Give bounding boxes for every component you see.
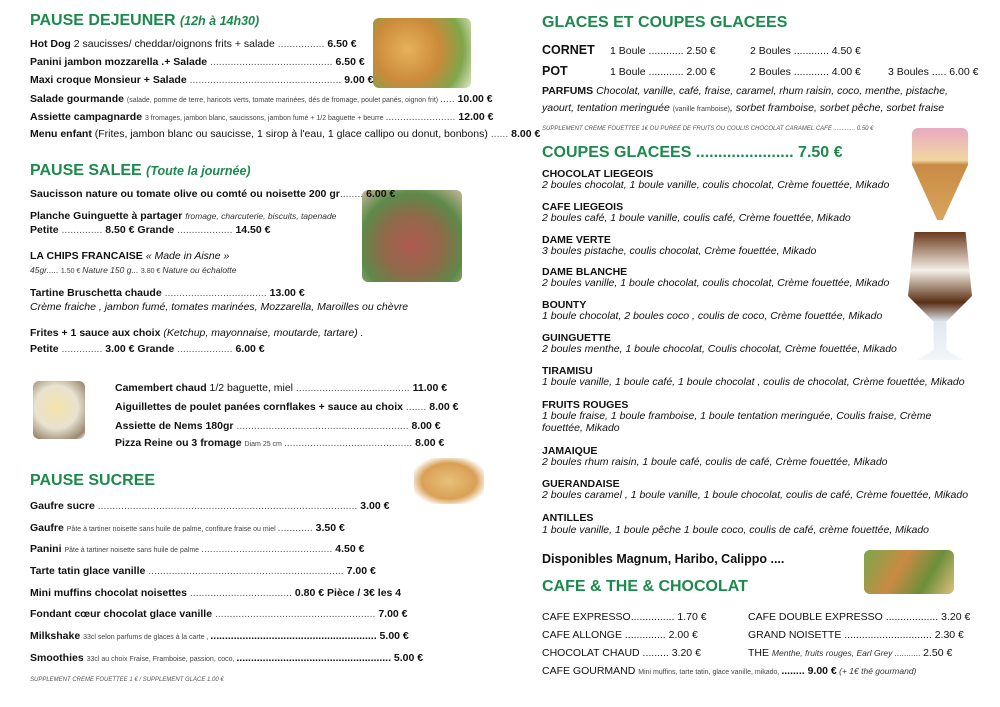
menu-text-price: ..................................................... 5.00 € (236, 652, 424, 664)
menu-line-parfums2 (542, 101, 944, 117)
menu-text-idesc: fromage, charcuterie, biscuits, tapenade (185, 211, 337, 221)
menu-text-bigname: POT (542, 64, 568, 78)
croque-photo (373, 18, 471, 88)
menu-text-dots: ............................................. (201, 543, 336, 555)
menu-text-name: ANTILLES (542, 512, 594, 524)
menu-line-cafe4 (542, 664, 916, 680)
menu-text-dots: ............................................ (283, 437, 416, 449)
menu-text-name: LA CHIPS FRANCAISE (30, 250, 146, 262)
menu-text-name: Milkshake (30, 630, 84, 642)
menu-text-reg: CAFE DOUBLE EXPRESSO .................. 3.20 € (748, 611, 971, 623)
menu-text-price: 6.50 € (327, 38, 357, 50)
menu-text-bigname: Disponibles Magnum, Haribo, Calippo .... (542, 552, 785, 566)
menu-text-name: Fondant cœur chocolat glace vanille (30, 608, 215, 620)
menu-text-name: DAME BLANCHE (542, 266, 628, 278)
menu-text-ital: 2 boules menthe, 1 boule chocolat, Coulis chocolat, Crème fouettée, Mikado (542, 343, 897, 355)
menu-text-reg: CHOCOLAT CHAUD ......... 3.20 € (542, 647, 701, 659)
menu-text-dots: ...... (490, 128, 512, 140)
menu-text-price: 14.50 € (235, 224, 271, 236)
menu-line-c10d (542, 488, 968, 502)
menu-line-panini (30, 55, 365, 69)
menu-line-frites (30, 326, 364, 340)
menu-line-c8d2 (542, 421, 620, 435)
menu-text-ital: Crème fraiche , jambon fumé, tomates marinées, Mozzarella, Maroilles ou chèvre (30, 301, 409, 313)
menu-text-ital: Chocolat, vanille, café, fraise, caramel, rhum raisin, coco, menthe, pistache, (596, 85, 948, 97)
menu-line-cafe3 (542, 646, 952, 660)
menu-text-name: Aiguillettes de poulet panées cornflakes + sauce au choix (115, 401, 406, 413)
menu-text-reg: 2 Boules ............ 4.50 € (750, 45, 861, 57)
menu-line-c4d (542, 276, 889, 290)
menu-text-ital: fouettée, Mikado (542, 422, 620, 434)
menu-text-name: Gaufre (30, 522, 67, 534)
menu-text-ital: « Made in Aisne » (145, 250, 230, 262)
menu-line-frites-prix (30, 342, 265, 356)
menu-text-title: GLACES ET COUPES GLACEES (542, 14, 788, 31)
menu-line-pot (542, 64, 978, 79)
menu-text-title: PAUSE DEJEUNER (30, 12, 180, 29)
menu-text-desc: 1.50 € (60, 268, 83, 275)
menu-text-name: Grande (134, 343, 178, 355)
menu-text-dots: .......................................... (210, 56, 336, 68)
camembert-photo (33, 381, 85, 439)
section-heading-sucree-title (30, 474, 155, 488)
menu-line-tartine (30, 286, 305, 300)
menu-text-desc: Pâte à tartiner noisette sans huile de palme (64, 547, 202, 554)
menu-line-cornet (542, 43, 888, 58)
menu-line-dispo (542, 552, 784, 567)
menu-text-reg: GRAND NOISETTE .............................. 2.30 € (748, 629, 964, 641)
menu-text-idesc: Nature 150 g... (82, 265, 141, 275)
menu-text-reg: 3 Boules ..... 6.00 € (888, 66, 979, 78)
waffle-photo (414, 458, 484, 504)
section-heading-coupes-title (542, 146, 843, 160)
menu-text-reg: 1 Boule ............ 2.00 € (610, 66, 716, 78)
menu-text-dots: ..... (440, 93, 458, 105)
menu-text-desc: 33cl au choix Fraise, Framboise, passion, coco, (86, 656, 237, 663)
menu-text-name: Menu enfant (30, 128, 95, 140)
menu-text-name: CHOCOLAT LIEGEOIS (542, 168, 654, 180)
menu-line-planche (30, 209, 336, 223)
menu-text-desc: 3.80 € (140, 268, 163, 275)
menu-text-name: Camembert chaud (115, 382, 210, 394)
menu-text-name: Frites + 1 sauce aux choix (30, 327, 164, 339)
menu-text-dots: ................... (177, 343, 236, 355)
menu-text-ital: , sorbet framboise, sorbet pêche, sorbet fraise (729, 102, 945, 114)
menu-line-supp-glaces (542, 120, 874, 136)
menu-text-name: Maxi croque Monsieur + Salade (30, 74, 190, 86)
menu-line-c1d (542, 178, 889, 192)
menu-line-camembert (115, 381, 447, 395)
menu-line-planche-prix (30, 223, 271, 237)
menu-line-gaufre (30, 521, 345, 537)
menu-text-price: 3.00 € (360, 500, 390, 512)
menu-text-tiny: SUPPLEMENT CREME FOUETTEE 1 € / SUPPLEMENT GLACE 1.00 € (30, 677, 224, 683)
menu-text-dots: ........ (339, 188, 367, 200)
menu-text-dots: ....................................... (295, 382, 413, 394)
menu-text-price: 3.00 € (105, 343, 135, 355)
menu-text-name: Pizza Reine ou 3 fromage (115, 437, 245, 449)
menu-text-price: ......................................................... 5.00 € (210, 630, 409, 642)
menu-text-name: Hot Dog (30, 38, 74, 50)
menu-text-name: Tartine Bruschetta chaude (30, 287, 165, 299)
menu-text-desc: Pâte à tartiner noisette sans huile de palme, confiture fraise ou miel (66, 526, 278, 533)
menu-text-sub: (Toute la journée) (146, 164, 251, 178)
menu-text-name: Petite (30, 343, 62, 355)
menu-text-reg: 2 Boules ............ 4.00 € (750, 66, 861, 78)
menu-text-name: Assiette campagnarde (30, 111, 145, 123)
menu-line-enfant (30, 127, 540, 141)
menu-line-croque (30, 73, 373, 87)
menu-text-name: Salade gourmande (30, 93, 127, 105)
menu-text-dots: ............ (277, 522, 316, 534)
menu-line-pizza (115, 436, 444, 452)
menu-text-name: Petite (30, 224, 62, 236)
section-heading-dej-title (30, 14, 259, 28)
menu-text-name: DAME VERTE (542, 234, 611, 246)
menu-text-dots: ....... (405, 401, 430, 413)
menu-text-name: Mini muffins chocolat noisettes (30, 587, 190, 599)
menu-text-price: 9.00 € (344, 74, 374, 86)
menu-text-tiny: SUPPLEMENT CREME FOUETTEE 1€ OU PUREE DE FRUITS OU COULIS CHOCOLAT CARAMEL CAFE ............. 0.50 € (542, 126, 874, 132)
menu-text-dots: ................................................................... (148, 565, 347, 577)
menu-text-dots: ......................................................................................... (97, 500, 361, 512)
menu-text-name: Tarte tatin glace vanille (30, 565, 149, 577)
menu-text-price: 7.00 € (346, 565, 376, 577)
menu-text-ital: 3 boules pistache, coulis chocolat, Crème fouettée, Mikado (542, 245, 817, 257)
menu-text-title: PAUSE SUCREE (30, 472, 156, 489)
menu-line-c9d (542, 455, 888, 469)
menu-text-reg: CAFE ALLONGE .............. 2.00 € (542, 629, 698, 641)
menu-text-dots: .............. (61, 224, 106, 236)
menu-line-chips (30, 249, 229, 263)
menu-text-price: 8.00 € (429, 401, 459, 413)
menu-line-milkshake (30, 629, 409, 645)
menu-text-reg: 2 saucisses/ cheddar/oignons frits + salade (73, 38, 278, 50)
section-heading-salee-title (30, 164, 251, 178)
menu-text-desc: (vanille framboise) (672, 106, 730, 113)
menu-text-dots: ................................... (189, 587, 295, 599)
menu-text-price: 3.50 € (315, 522, 345, 534)
menu-text-name: Planche Guinguette à partager (30, 210, 186, 222)
menu-text-idesc: (+ 1€ thé gourmand) (836, 666, 917, 676)
menu-line-c5d (542, 309, 882, 323)
menu-text-ital: 1 boule chocolat, 2 boules coco , coulis de coco, Crème fouettée, Mikado (542, 310, 883, 322)
menu-text-reg: 1/2 baguette, miel (209, 382, 296, 394)
menu-line-hotdog (30, 37, 357, 51)
menu-text-price: 8.00 € (411, 420, 441, 432)
menu-text-dots: ........................................................... (236, 420, 412, 432)
menu-text-name: BOUNTY (542, 299, 587, 311)
menu-text-idesc: Nature ou échalotte (162, 265, 237, 275)
ice-cream-cone-photo (912, 128, 968, 220)
menu-text-reg: 2.50 € (923, 647, 953, 659)
menu-line-fondant (30, 607, 408, 621)
menu-line-cafe2 (542, 628, 964, 642)
charcuterie-photo (362, 190, 462, 282)
menu-text-ital: 2 boules rhum raisin, 1 boule café, coulis de café, Crème fouettée, Mikado (542, 456, 888, 468)
menu-text-price: 8.00 € (415, 437, 445, 449)
menu-text-dots: ................ (277, 38, 328, 50)
menu-text-name: FRUITS ROUGES (542, 399, 629, 411)
menu-text-price: 0.80 € Pièce / 3€ les 4 (294, 587, 402, 599)
menu-text-dots: ................... (177, 224, 236, 236)
menu-text-ital: 1 boule vanille, 1 boule pêche 1 boule coco, coulis de café, crème fouettée, Mikado (542, 524, 929, 536)
menu-text-dots: .............. (61, 343, 106, 355)
menu-text-desc: (salade, pomme de terre, haricots verts, tomate marinées, dés de fromage, poulet panés, oignon frit) (126, 97, 441, 104)
menu-text-name: CAFE LIEGEOIS (542, 201, 624, 213)
menu-text-price: 7.00 € (378, 608, 408, 620)
menu-text-desc: 3 fromages, jambon blanc, saucissons, jambon fumé + 1/2 baguette + beurre (144, 115, 386, 122)
section-heading-cafe-title (542, 580, 748, 594)
menu-text-sub: (12h à 14h30) (179, 14, 260, 28)
menu-text-bigname: CORNET (542, 43, 595, 57)
menu-line-supp-sucree (30, 671, 224, 687)
menu-text-price: 13.00 € (269, 287, 305, 299)
menu-line-muffins (30, 586, 401, 600)
menu-line-cafe1 (542, 610, 970, 624)
menu-text-reg: 1 Boule ............ 2.50 € (610, 45, 716, 57)
menu-text-name: Smoothies (30, 652, 87, 664)
menu-text-name: JAMAIQUE (542, 445, 598, 457)
menu-text-ital: 2 boules chocolat, 1 boule vanille, coulis chocolat, Crème fouettée, Mikado (542, 179, 890, 191)
menu-text-name: GUINGUETTE (542, 332, 611, 344)
menu-text-price: 8.00 € (511, 128, 541, 140)
menu-text-dots: .................................................... (189, 74, 345, 86)
menu-text-price: 6.50 € (335, 56, 365, 68)
menu-line-c3d (542, 244, 816, 258)
menu-line-gaufre-sucre (30, 499, 389, 513)
menu-text-price: 4.50 € (335, 543, 365, 555)
menu-line-c2d (542, 211, 851, 225)
menu-line-tarte (30, 564, 376, 578)
menu-text-name: TIRAMISU (542, 365, 593, 377)
menu-text-price: ........ 9.00 € (781, 665, 837, 677)
menu-text-desc: 33cl selon parfums de glaces à la carte , (83, 634, 211, 641)
menu-text-name: Panini jambon mozzarella .+ Salade (30, 56, 211, 68)
ice-cream-panel-photo (864, 550, 954, 594)
menu-line-panini-sucre (30, 542, 364, 558)
menu-text-ital: 2 boules café, 1 boule vanille, coulis café, Crème fouettée, Mikado (542, 212, 851, 224)
menu-text-dots: ........................ (385, 111, 459, 123)
menu-text-name: Saucisson nature ou tomate olive ou comté ou noisette 200 gr (30, 188, 340, 200)
menu-line-parfums (542, 84, 948, 98)
menu-text-idesc: Menthe, fruits rouges, Earl Grey ........... (771, 648, 924, 658)
menu-text-reg: (Frites, jambon blanc ou saucisse, 1 sirop à l'eau, 1 glace callipo ou donut, bonbons) (94, 128, 491, 140)
menu-text-reg: CAFE EXPRESSO............... 1.70 € (542, 611, 707, 623)
menu-line-aiguillettes (115, 400, 458, 414)
menu-text-ital: 1 boule vanille, 1 boule café, 1 boule chocolat , coulis de chocolat, Crème fouettée, Mikado (542, 376, 965, 388)
menu-line-assiette (30, 110, 493, 126)
menu-text-ital: 2 boules caramel , 1 boule vanille, 1 boule chocolat, coulis de café, Crème fouettée, Mikado (542, 489, 969, 501)
menu-text-name: PARFUMS (542, 85, 597, 97)
menu-text-name: Gaufre sucre (30, 500, 98, 512)
menu-text-reg: THE (748, 647, 772, 659)
menu-text-ital: 2 boules vanille, 1 boule chocolat, coulis chocolat, Crème fouettée, Mikado (542, 277, 890, 289)
menu-line-c11d (542, 523, 929, 537)
menu-text-name: GUERANDAISE (542, 478, 620, 490)
menu-text-desc: Mini muffins, tarte tatin, glace vanille, mikado, (638, 669, 782, 676)
menu-text-price: 6.00 € (235, 343, 265, 355)
menu-text-ital: 1 boule fraise, 1 boule framboise, 1 boule tentation meringuée, Coulis fraise, Crème (542, 410, 932, 422)
menu-text-reg: CAFE GOURMAND (542, 665, 639, 677)
menu-text-ital: yaourt, tentation meringuée (542, 102, 673, 114)
menu-line-tartine-desc (30, 300, 408, 314)
menu-text-title: PAUSE SALEE (30, 162, 147, 179)
menu-text-idesc: 45gr..... (30, 265, 61, 275)
menu-line-smoothies (30, 651, 423, 667)
menu-text-dots: ....................................................... (214, 608, 379, 620)
menu-text-name: Assiette de Nems 180gr (115, 420, 237, 432)
menu-line-c7d (542, 375, 965, 389)
menu-line-c6d (542, 342, 897, 356)
menu-text-title: COUPES GLACEES ...................... 7.50 € (542, 144, 843, 161)
sundae-photo (908, 232, 972, 360)
menu-text-desc: Diam 25 cm (244, 441, 284, 448)
menu-text-name: Grande (134, 224, 178, 236)
menu-text-ital: (Ketchup, mayonnaise, moutarde, tartare) . (163, 327, 364, 339)
menu-line-nems (115, 419, 441, 433)
menu-line-salade (30, 92, 493, 108)
section-heading-glaces-title (542, 16, 787, 30)
menu-line-chips-prix (30, 263, 237, 279)
menu-text-price: 6.00 € (366, 188, 396, 200)
menu-text-name: Panini (30, 543, 65, 555)
menu-line-saucisson (30, 187, 395, 201)
menu-text-dots: ................................... (164, 287, 270, 299)
menu-text-price: 10.00 € (457, 93, 493, 105)
menu-text-price: 8.50 € (105, 224, 135, 236)
menu-text-price: 12.00 € (458, 111, 494, 123)
menu-text-price: 11.00 € (412, 382, 448, 394)
menu-text-title: CAFE & THE & CHOCOLAT (542, 578, 748, 595)
